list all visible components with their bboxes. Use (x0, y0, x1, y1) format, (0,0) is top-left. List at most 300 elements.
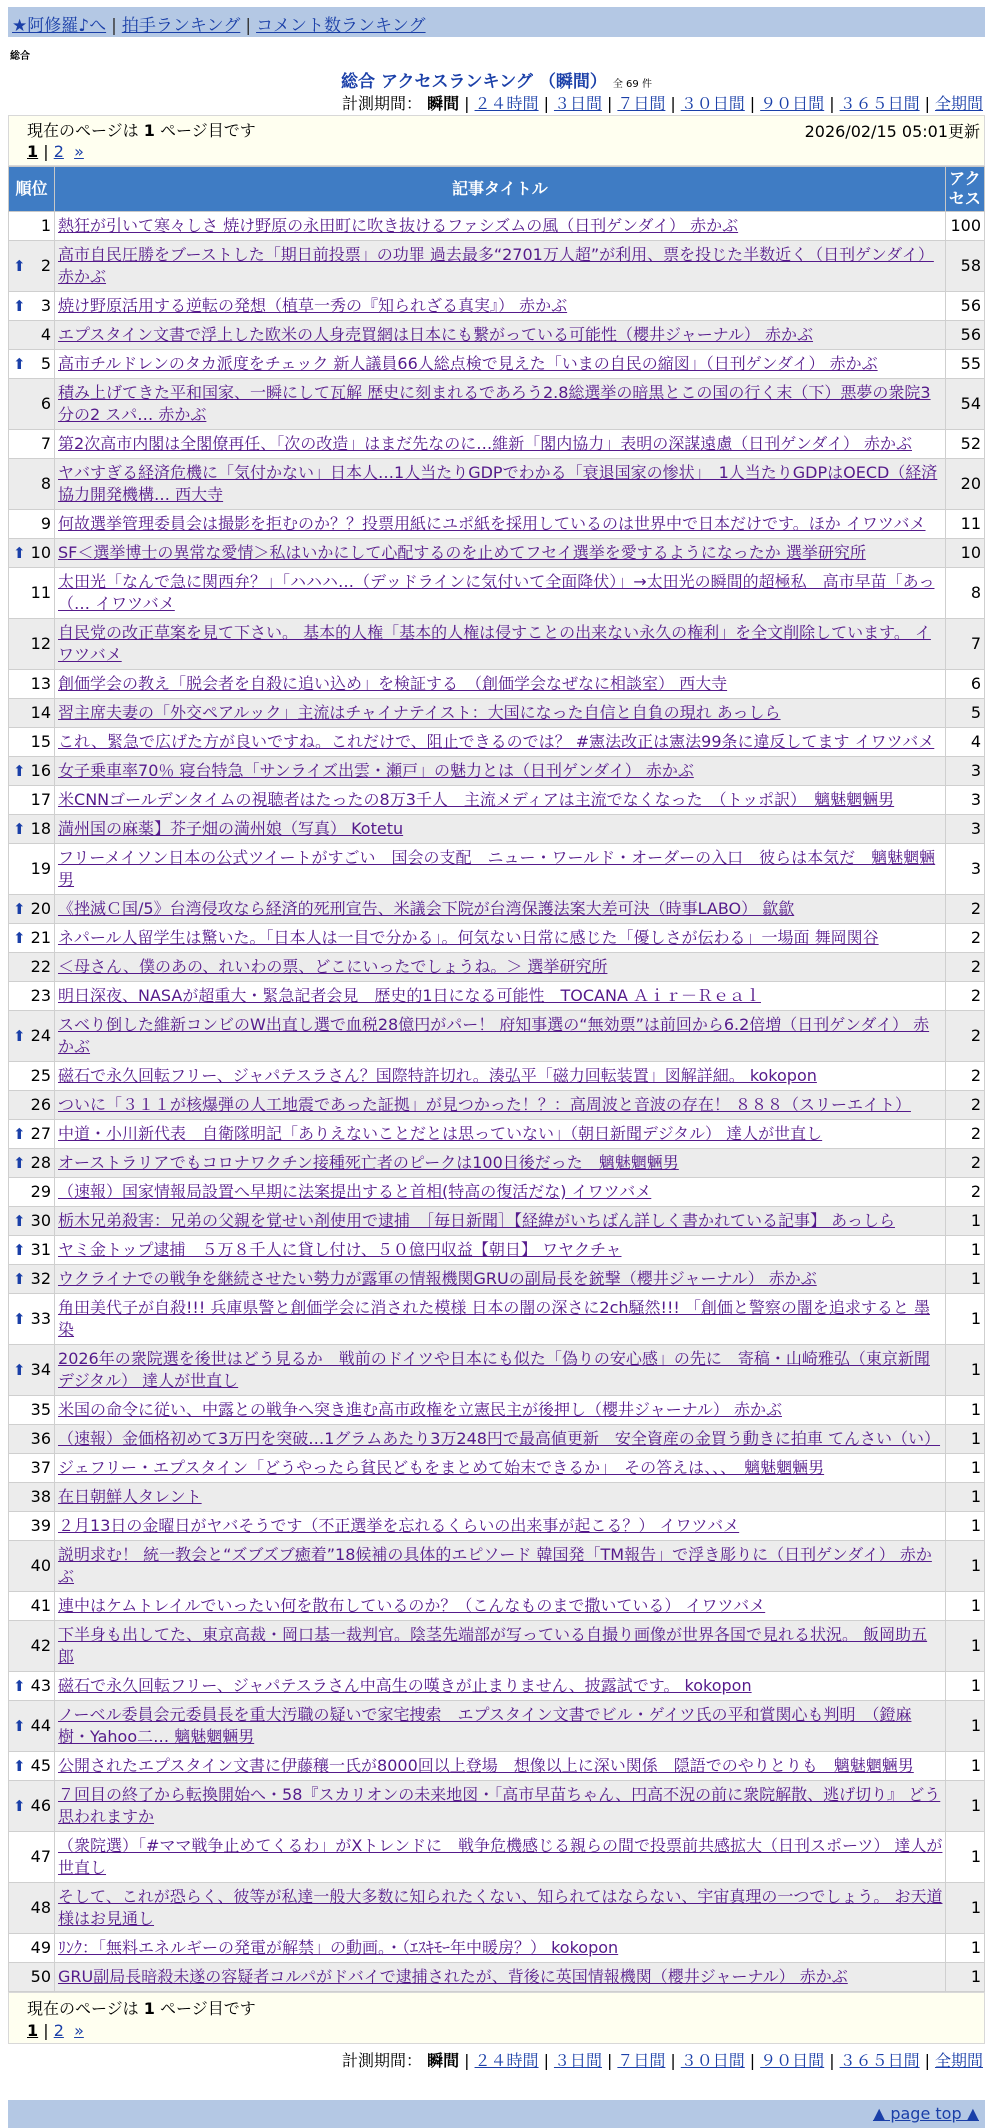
rank-number: 37 (30, 1458, 52, 1477)
updated-timestamp: 2026/02/15 05:01更新 (804, 122, 980, 141)
title-cell (55, 1934, 946, 1963)
article-title-link[interactable]: スベり倒した維新コンビのW出直し選で血税28億円がパー！ 府知事選の“無効票”は前回から6.2倍増（日刊ゲンダイ） 赤かぶ (58, 1015, 930, 1056)
article-title-link[interactable]: ２月13日の金曜日がヤバそうです（不正選挙を忘れるくらいの出来事が起こる？） イワツバメ (58, 1516, 740, 1535)
article-title-link[interactable]: 磁石で永久回転フリー、ジャパテスラさん中高生の嘆きが止まりません、披露試です。 kokopon (58, 1676, 752, 1695)
rank-number: 31 (30, 1240, 52, 1259)
rank-cell (9, 1207, 55, 1236)
article-title-link[interactable]: オーストラリアでもコロナワクチン接種死亡者のピークは100日後だった 魑魅魍魎男 (58, 1153, 679, 1172)
title-cell (55, 924, 946, 953)
article-title-link[interactable]: エプスタイン文書で浮上した欧米の人身売買網は日本にも繋がっている可能性（櫻井ジャーナル） 赤かぶ (58, 325, 814, 344)
access-count: 1 (945, 1541, 984, 1592)
rank-cell (9, 292, 55, 321)
rank-cell (9, 815, 55, 844)
article-title-link[interactable]: 満州国の麻薬】芥子畑の満州娘（写真） Kotetu (58, 819, 404, 838)
access-count: 2 (945, 1091, 984, 1120)
rank-cell (9, 619, 55, 670)
title-cell (55, 1091, 946, 1120)
article-title-link[interactable]: ネパール人留学生は驚いた。「日本人は一目で分かる」。何気ない日常に感じた「優しさが伝わる」一場面 舞岡関谷 (58, 928, 879, 947)
access-count: 8 (945, 568, 984, 619)
access-count: 2 (945, 1120, 984, 1149)
period-3d-link[interactable]: ３日間 (553, 94, 602, 113)
article-title-link[interactable]: ７回目の終了から転換開始へ・58『スカリオンの未来地図・「高市早苗ちゃん、円高不況の前に衆院解散、逃げ切り』 どう思われますか (58, 1785, 941, 1826)
table-row (9, 510, 985, 539)
title-cell (55, 1883, 946, 1934)
period-all-link[interactable]: 全期間 (934, 2051, 983, 2070)
table-row (9, 895, 985, 924)
article-title-link[interactable]: これ、緊急で広げた方が良いですね。これだけで、阻止できるのでは？ #憲法改正は憲法99条に違反してます イワツバメ (58, 732, 935, 751)
access-count: 3 (945, 844, 984, 895)
table-row (9, 1512, 985, 1541)
table-row (9, 982, 985, 1011)
title-cell (55, 1752, 946, 1781)
rank-cell (9, 1883, 55, 1934)
rank-number: 15 (30, 732, 52, 751)
pager-next[interactable]: » (74, 142, 84, 161)
rank-cell (9, 895, 55, 924)
rank-number: 39 (30, 1516, 52, 1535)
article-title-link[interactable]: 焼け野原活用する逆転の発想（植草一秀の『知られざる真実』） 赤かぶ (58, 296, 568, 315)
period-30d-link[interactable]: ３０日間 (680, 2051, 745, 2070)
table-row (9, 1883, 985, 1934)
article-title-link[interactable]: ジェフリー・エプスタイン「どうやったら貧民どもをまとめて始末できるか」 その答えは、、、 魑魅魍魎男 (58, 1458, 825, 1477)
article-title-link[interactable]: 説明求む！ 統一教会と“ズブズブ癒着”18候補の具体的エピソード 韓国発「TM報告」で浮き彫りに（日刊ゲンダイ） 赤かぶ (58, 1545, 932, 1586)
period-7d-link[interactable]: ７日間 (617, 2051, 666, 2070)
access-count: 2 (945, 953, 984, 982)
article-title-link[interactable]: 何故選挙管理委員会は撮影を拒むのか？？投票用紙にユポ紙を採用しているのは世界中で日本だけです。ほか イワツバメ (58, 514, 926, 533)
rank-number: 25 (30, 1066, 52, 1085)
title-cell (55, 670, 946, 699)
rank-number: 45 (30, 1756, 52, 1775)
article-title-link[interactable]: 女子乗車率70％ 寝台特急「サンライズ出雲・瀬戸」の魅力とは（日刊ゲンダイ） 赤かぶ (58, 761, 694, 780)
nav-comment-ranking-link[interactable]: コメント数ランキング (256, 16, 426, 36)
rank-up-arrow-icon: ⬆ (13, 1270, 26, 1288)
table-row (9, 1345, 985, 1396)
rank-cell (9, 241, 55, 292)
rank-cell (9, 1265, 55, 1294)
title-cell (55, 1120, 946, 1149)
rank-number: 42 (30, 1636, 52, 1655)
table-row (9, 459, 985, 510)
article-title-link[interactable]: 高市自民圧勝をブーストした「期日前投票」の功罪 過去最多“2701万人超”が利用、票を投じた半数近く（日刊ゲンダイ） 赤かぶ (58, 245, 934, 286)
rank-cell (9, 670, 55, 699)
rank-cell (9, 1512, 55, 1541)
access-count: 1 (945, 1781, 984, 1832)
table-row (9, 1149, 985, 1178)
title-cell (55, 1178, 946, 1207)
rank-up-arrow-icon: ⬆ (13, 1717, 26, 1735)
period-30d-link[interactable]: ３０日間 (680, 94, 745, 113)
access-count: 58 (945, 241, 984, 292)
rank-cell (9, 350, 55, 379)
table-row (9, 844, 985, 895)
rank-cell (9, 1120, 55, 1149)
access-count: 7 (945, 619, 984, 670)
rank-up-arrow-icon: ⬆ (13, 1241, 26, 1259)
rank-cell (9, 1236, 55, 1265)
access-count: 2 (945, 924, 984, 953)
article-title-link[interactable]: フリーメイソン日本の公式ツイートがすごい 国会の支配 ニュー・ワールド・オーダーの入口 彼らは本気だ 魑魅魍魎男 (58, 848, 936, 889)
rank-number: 23 (30, 986, 52, 1005)
nav-separator: | (245, 16, 252, 36)
rank-number: 5 (40, 354, 52, 373)
rank-cell (9, 1294, 55, 1345)
rank-cell (9, 757, 55, 786)
access-count: 1 (945, 1883, 984, 1934)
table-row (9, 1236, 985, 1265)
rank-cell (9, 1483, 55, 1512)
title-cell (55, 728, 946, 757)
rank-cell (9, 212, 55, 241)
table-row (9, 815, 985, 844)
article-title-link[interactable]: ﾘﾝｸ：「無料エネルギーの発電が解禁」の動画。・（ｴｽｷﾓｰ年中暖房？） kokopon (58, 1938, 619, 1957)
rank-cell (9, 1621, 55, 1672)
rank-up-arrow-icon: ⬆ (13, 1027, 26, 1045)
access-count: 2 (945, 982, 984, 1011)
page-info-box (8, 115, 985, 166)
access-count: 1 (945, 1752, 984, 1781)
title-cell (55, 510, 946, 539)
title-cell (55, 619, 946, 670)
title-cell (55, 1149, 946, 1178)
period-24h-link[interactable]: ２４時間 (474, 2051, 539, 2070)
rank-up-arrow-icon: ⬆ (13, 1757, 26, 1775)
table-row (9, 1621, 985, 1672)
table-row (9, 1701, 985, 1752)
title-cell (55, 1832, 946, 1883)
title-cell (55, 1265, 946, 1294)
access-count: 54 (945, 379, 984, 430)
table-row (9, 1425, 985, 1454)
period-selector: 計測期間： 瞬間 | ２４時間 | ３日間 | ７日間 | ３０日間 | ９０日間 | ３６５日間 | 全期間 (342, 94, 983, 113)
period-current: 瞬間 (427, 2051, 460, 2070)
rank-up-arrow-icon: ⬆ (13, 1125, 26, 1143)
title-cell (55, 1345, 946, 1396)
access-count: 1 (945, 1832, 984, 1883)
rank-cell (9, 786, 55, 815)
rank-number: 8 (40, 474, 52, 493)
table-row (9, 292, 985, 321)
rank-number: 17 (30, 790, 52, 809)
rank-cell (9, 924, 55, 953)
title-cell (55, 212, 946, 241)
period-365d-link[interactable]: ３６５日間 (839, 2051, 920, 2070)
pager-bottom: 1 | 2 » (27, 2021, 84, 2040)
pager-page-2[interactable]: 2 (53, 2021, 64, 2040)
article-title-link[interactable]: 栃木兄弟殺害：兄弟の父親を覚せい剤使用で逮捕 ［毎日新聞］【経緯がいちばん詳しく書かれている記事】 あっしら (58, 1211, 895, 1230)
table-row (9, 539, 985, 568)
rank-cell (9, 1345, 55, 1396)
title-cell (55, 1236, 946, 1265)
rank-up-arrow-icon: ⬆ (13, 900, 26, 918)
article-title-link[interactable]: 習主席夫妻の「外交ペアルック」主流はチャイナテイスト：大国になった自信と自負の現れ あっしら (58, 703, 781, 722)
access-count: 1 (945, 1294, 984, 1345)
top-nav-bar (8, 7, 985, 37)
table-row (9, 1120, 985, 1149)
article-title-link[interactable]: 米CNNゴールデンタイムの視聴者はたったの8万3千人 主流メディアは主流でなくなった （トッポ訳） 魑魅魍魎男 (58, 790, 895, 809)
article-title-link[interactable]: 第2次高市内閣は全閣僚再任、「次の改造」はまだ先なのに…維新「閣内協力」表明の深謀遠慮（日刊ゲンダイ） 赤かぶ (58, 434, 913, 453)
rank-up-arrow-icon: ⬆ (13, 1361, 26, 1379)
rank-up-arrow-icon: ⬆ (13, 1212, 26, 1230)
period-90d-link[interactable]: ９０日間 (760, 94, 825, 113)
table-row (9, 1832, 985, 1883)
article-title-link[interactable]: （速報）金価格初めて3万円を突破…1グラムあたり3万248円で最高値更新 安全資産の金買う動きに拍車 てんさい（い） (58, 1429, 941, 1448)
article-title-link[interactable]: 《挫滅Ｃ国/5》台湾侵攻なら経済的死刑宣告、米議会下院が台湾保護法案大差可決（時事LABO） 歙歙 (58, 899, 795, 918)
access-count: 11 (945, 510, 984, 539)
access-count: 4 (945, 728, 984, 757)
title-cell (55, 1672, 946, 1701)
title-cell (55, 459, 946, 510)
rank-cell (9, 1963, 55, 1992)
rank-up-arrow-icon: ⬆ (13, 297, 26, 315)
rank-number: 24 (30, 1026, 52, 1045)
rank-cell (9, 1672, 55, 1701)
article-title-link[interactable]: 明日深夜、NASAが超重大・緊急記者会見 歴史的1日になる可能性 TOCANA Ａｉｒ－Ｒｅａｌ (58, 986, 761, 1005)
table-row (9, 1396, 985, 1425)
rank-number: 49 (30, 1938, 52, 1957)
rank-number: 4 (40, 325, 52, 344)
rank-cell (9, 1701, 55, 1752)
title-cell (55, 757, 946, 786)
rank-number: 38 (30, 1487, 52, 1506)
rank-number: 40 (30, 1556, 52, 1575)
table-row (9, 1454, 985, 1483)
rank-number: 41 (30, 1596, 52, 1615)
rank-number: 26 (30, 1095, 52, 1114)
title-cell (55, 1207, 946, 1236)
article-title-link[interactable]: 連中はケムトレイルでいったい何を散布しているのか？（こんなものまで撒いている） イワツバメ (58, 1596, 766, 1615)
rank-cell (9, 321, 55, 350)
rank-number: 13 (30, 674, 52, 693)
access-count: 56 (945, 292, 984, 321)
article-title-link[interactable]: 公開されたエプスタイン文書に伊藤穰一氏が8000回以上登場 想像以上に深い関係 隠語でのやりとりも 魑魅魍魎男 (58, 1756, 914, 1775)
page-top-link[interactable]: ▲ page top ▲ (872, 2104, 979, 2123)
rank-number: 29 (30, 1182, 52, 1201)
title-cell (55, 699, 946, 728)
article-title-link[interactable]: 高市チルドレンのタカ派度をチェック 新人議員66人総点検で見えた「いまの自民の縮図」（日刊ゲンダイ） 赤かぶ (58, 354, 878, 373)
table-row (9, 619, 985, 670)
title-cell (55, 292, 946, 321)
table-row (9, 1062, 985, 1091)
table-row (9, 699, 985, 728)
period-24h-link[interactable]: ２４時間 (474, 94, 539, 113)
rank-number: 20 (30, 899, 52, 918)
rank-number: 19 (30, 859, 52, 878)
rank-cell (9, 539, 55, 568)
rank-cell (9, 1149, 55, 1178)
rank-up-arrow-icon: ⬆ (13, 762, 26, 780)
rank-up-arrow-icon: ⬆ (13, 355, 26, 373)
table-row (9, 924, 985, 953)
access-count: 1 (945, 1963, 984, 1992)
rank-up-arrow-icon: ⬆ (13, 820, 26, 838)
rank-number: 28 (30, 1153, 52, 1172)
title-cell (55, 241, 946, 292)
period-selector-bottom: 計測期間： 瞬間 | ２４時間 | ３日間 | ７日間 | ３０日間 | ９０日間 | ３６５日間 | 全期間 (342, 2051, 983, 2070)
rank-cell (9, 1752, 55, 1781)
rank-cell (9, 982, 55, 1011)
period-label: 計測期間： (342, 2051, 423, 2070)
article-title-link[interactable]: 2026年の衆院選を後世はどう見るか 戦前のドイツや日本にも似た「偽りの安心感」の先に 寄稿・山崎雅弘（東京新聞デジタル） 達人が世直し (58, 1349, 930, 1390)
rank-number: 32 (30, 1269, 52, 1288)
pager: 1 | 2 » (27, 142, 84, 161)
rank-cell (9, 379, 55, 430)
title-cell (55, 786, 946, 815)
title-cell (55, 568, 946, 619)
ranking-table (8, 166, 985, 1992)
table-row (9, 321, 985, 350)
page-info: 現在のページは 1 ページ目です (27, 121, 256, 140)
table-row (9, 1934, 985, 1963)
rank-number: 34 (30, 1360, 52, 1379)
article-title-link[interactable]: （速報）国家情報局設置へ早期に法案提出すると首相(特高の復活だな) イワツバメ (58, 1182, 652, 1201)
rank-cell (9, 1011, 55, 1062)
article-title-link[interactable]: （衆院選）「#ママ戦争止めてくるわ」がXトレンドに 戦争危機感じる親らの間で投票前共感拡大（日刊スポーツ） 達人が世直し (58, 1836, 943, 1877)
rank-number: 36 (30, 1429, 52, 1448)
access-count: 1 (945, 1236, 984, 1265)
access-count: 5 (945, 699, 984, 728)
title-cell (55, 1781, 946, 1832)
access-count: 52 (945, 430, 984, 459)
period-365d-link[interactable]: ３６５日間 (839, 94, 920, 113)
article-title-link[interactable]: 在日朝鮮人タレント (58, 1487, 202, 1506)
article-title-link[interactable]: ＜母さん、僕のあの、れいわの票、どこにいったでしょうね。＞ 選挙研究所 (58, 957, 608, 976)
table-row (9, 728, 985, 757)
rank-number: 9 (40, 514, 52, 533)
article-title-link[interactable]: ノーベル委員会元委員長を重大汚職の疑いで家宅捜索 エプスタイン文書でビル・ゲイツ氏の平和賞関心も判明 （鐙麻樹・Yahoo二… 魑魅魍魎男 (58, 1705, 912, 1746)
rank-cell (9, 844, 55, 895)
table-row (9, 1178, 985, 1207)
rank-cell (9, 1396, 55, 1425)
article-title-link[interactable]: GRU副局長暗殺未遂の容疑者コルパがドバイで逮捕されたが、背後に英国情報機関（櫻井ジャーナル） 赤かぶ (58, 1967, 848, 1986)
rank-number: 16 (30, 761, 52, 780)
article-title-link[interactable]: 角田美代子が自殺!!! 兵庫県警と創価学会に消された模様 日本の闇の深さに2ch騒然!!! 「創価と警察の闇を追求すると 墨染 (58, 1298, 930, 1339)
page-title: 総合 アクセスランキング （瞬間） (341, 72, 607, 92)
rank-number: 46 (30, 1796, 52, 1815)
article-title-link[interactable]: ヤミ金トップ逮捕 ５万８千人に貸し付け、５０億円収益【朝日】 ワヤクチャ (58, 1240, 622, 1259)
rank-cell (9, 1592, 55, 1621)
title-cell (55, 1425, 946, 1454)
rank-cell (9, 430, 55, 459)
pager-next[interactable]: » (74, 2021, 84, 2040)
page-info-box-bottom (8, 1992, 985, 2044)
rank-number: 12 (30, 634, 52, 653)
article-title-link[interactable]: 自民党の改正草案を見て下さい。 基本的人権「基本的人権は侵すことの出来ない永久の権利」を全文削除しています。 イワツバメ (58, 623, 931, 664)
rank-number: 18 (30, 819, 52, 838)
rank-cell (9, 459, 55, 510)
access-count: 2 (945, 895, 984, 924)
table-row (9, 1592, 985, 1621)
access-count: 56 (945, 321, 984, 350)
article-title-link[interactable]: 創価学会の教え「脱会者を自殺に追い込め」を検証する （創価学会なぜなに相談室） 西大寺 (58, 674, 728, 693)
article-title-link[interactable]: SF＜選挙博士の異常な愛情＞私はいかにして心配するのを止めてフセイ選挙を愛するようになったか 選挙研究所 (58, 543, 866, 562)
nav-home-link[interactable]: ★阿修羅♪へ (12, 16, 107, 36)
rank-number: 14 (30, 703, 52, 722)
rank-number: 48 (30, 1898, 52, 1917)
rank-number: 1 (40, 216, 52, 235)
title-cell (55, 1963, 946, 1992)
table-row (9, 379, 985, 430)
table-row (9, 670, 985, 699)
title-cell (55, 1701, 946, 1752)
rank-number: 22 (30, 957, 52, 976)
title-cell (55, 1396, 946, 1425)
period-current: 瞬間 (427, 94, 460, 113)
title-cell (55, 539, 946, 568)
article-title-link[interactable]: そして、これが恐らく、彼等が私達一般大多数に知られたくない、知られてはならない、宇宙真理の一つでしょう。 お天道様はお見通し (58, 1887, 943, 1928)
table-row (9, 1752, 985, 1781)
period-all-link[interactable]: 全期間 (934, 94, 983, 113)
access-count: 1 (945, 1672, 984, 1701)
title-cell (55, 1011, 946, 1062)
period-7d-link[interactable]: ７日間 (617, 94, 666, 113)
article-title-link[interactable]: 下半身も出してた、東京高裁・岡口基一裁判官。陰茎先端部が写っている自撮り画像が世界各国で見れる状況。 飯岡助五郎 (58, 1625, 928, 1666)
access-count: 1 (945, 1934, 984, 1963)
table-row (9, 1011, 985, 1062)
nav-separator: | (111, 16, 117, 36)
article-title-link[interactable]: ついに「３１１が核爆弾の人工地震であった証拠」が見つかった！？：高周波と音波の存在！ ８８８（スリーエイト） (58, 1095, 911, 1114)
rank-cell (9, 1425, 55, 1454)
rank-cell (9, 1062, 55, 1091)
header-access: アクセス (945, 167, 984, 212)
rank-number: 30 (30, 1211, 52, 1230)
ranking-heading (0, 67, 993, 92)
title-cell (55, 895, 946, 924)
rank-number: 3 (40, 296, 52, 315)
header-rank: 順位 (9, 167, 55, 212)
rank-up-arrow-icon: ⬆ (13, 1677, 26, 1695)
rank-number: 43 (30, 1676, 52, 1695)
table-row (9, 1781, 985, 1832)
nav-applause-ranking-link[interactable]: 拍手ランキング (121, 16, 241, 36)
access-count: 1 (945, 1345, 984, 1396)
article-title-link[interactable]: 熱狂が引いて寒々しさ 焼け野原の永田町に吹き抜けるファシズムの風（日刊ゲンダイ） 赤かぶ (58, 216, 739, 235)
table-row (9, 568, 985, 619)
pager-page-2[interactable]: 2 (53, 142, 64, 161)
rank-number: 35 (30, 1400, 52, 1419)
article-title-link[interactable]: ウクライナでの戦争を継続させたい勢力が露軍の情報機関GRUの副局長を銃撃（櫻井ジャーナル） 赤かぶ (58, 1269, 817, 1288)
title-cell (55, 815, 946, 844)
article-title-link[interactable]: 中道・小川新代表 自衛隊明記「ありえないことだとは思っていない」（朝日新聞デジタル） 達人が世直し (58, 1124, 823, 1143)
title-cell (55, 1541, 946, 1592)
access-count: 1 (945, 1265, 984, 1294)
table-row (9, 1294, 985, 1345)
access-count: 3 (945, 757, 984, 786)
rank-number: 7 (40, 434, 52, 453)
title-cell (55, 953, 946, 982)
article-title-link[interactable]: 米国の命令に従い、中露との戦争へ突き進む高市政権を立憲民主が後押し（櫻井ジャーナル） 赤かぶ (58, 1400, 782, 1419)
pager-current: 1 (27, 2021, 39, 2040)
rank-number: 11 (30, 583, 52, 602)
access-count: 2 (945, 1062, 984, 1091)
article-title-link[interactable]: 磁石で永久回転フリー、ジャパテスラさん？国際特許切れ。湊弘平「磁力回転装置」図解詳細。 kokopon (58, 1066, 817, 1085)
header-title: 記事タイトル (55, 167, 946, 212)
access-count: 20 (945, 459, 984, 510)
article-title-link[interactable]: ヤバすぎる経済危機に「気付かない」日本人…1人当たりGDPでわかる「衰退国家の惨状」 1人当たりGDPはOECD（経済協力開発機構… 西大寺 (58, 463, 938, 504)
title-cell (55, 1454, 946, 1483)
rank-cell (9, 1541, 55, 1592)
table-row (9, 430, 985, 459)
title-cell (55, 379, 946, 430)
article-title-link[interactable]: 太田光「なんで急に関西弁？」「ハハハ…（デッドラインに気付いて全面降伏）」→太田光の瞬間的超極私 高市早苗「あっ（… イワツバメ (58, 572, 935, 613)
rank-cell (9, 1091, 55, 1120)
table-row (9, 1091, 985, 1120)
rank-cell (9, 953, 55, 982)
period-3d-link[interactable]: ３日間 (553, 2051, 602, 2070)
access-count: 1 (945, 1592, 984, 1621)
period-90d-link[interactable]: ９０日間 (760, 2051, 825, 2070)
article-title-link[interactable]: 積み上げてきた平和国家、一瞬にして瓦解 歴史に刻まれるであろう2.8総選挙の暗黒とこの国の行く末（下）悪夢の衆院3分の2 スパ… 赤かぶ (58, 383, 931, 424)
access-count: 1 (945, 1454, 984, 1483)
